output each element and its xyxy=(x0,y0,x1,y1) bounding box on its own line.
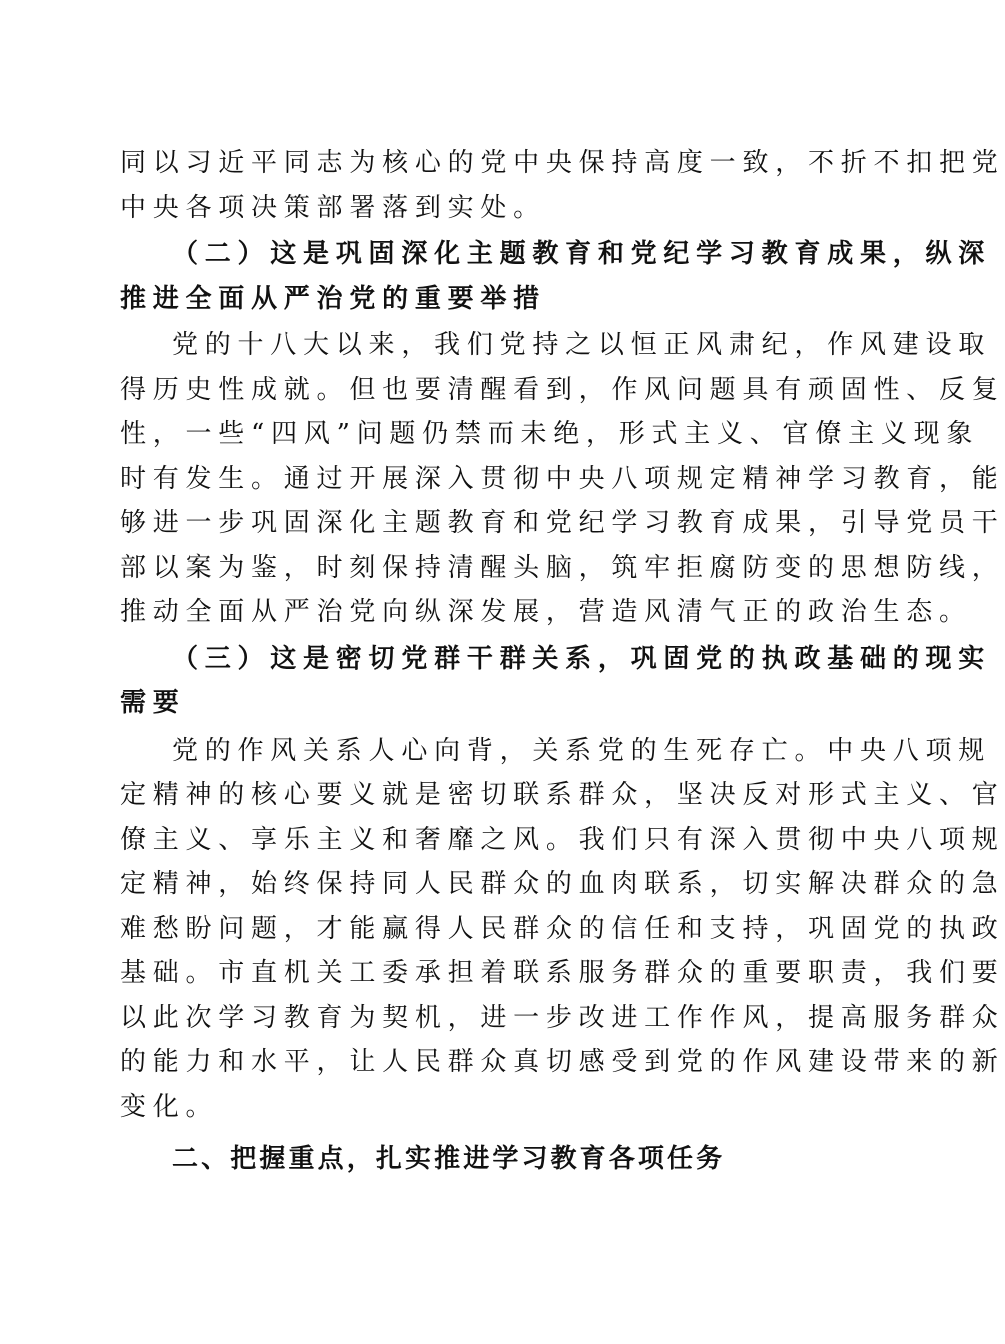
text-line: 同以习近平同志为核心的党中央保持高度一致，不折不扣把党 xyxy=(120,148,1005,178)
text-line: 够进一步巩固深化主题教育和党纪学习教育成果，引导党员干 xyxy=(120,508,1005,538)
document-body xyxy=(120,141,1005,1182)
text-line: 时有发生。通过开展深入贯彻中央八项规定精神学习教育，能 xyxy=(120,463,1005,494)
text-line: 推动全面从严治党向纵深发展，营造风清气正的政治生态。 xyxy=(120,597,972,627)
text-line: 部以案为鉴，时刻保持清醒头脑，筑牢拒腐防变的思想防线， xyxy=(120,552,1005,583)
text-line: 变化。 xyxy=(120,1091,219,1122)
text-line: 得历史性成就。但也要清醒看到，作风问题具有顽固性、反复 xyxy=(120,374,1005,405)
text-line: 的能力和水平，让人民群众真切感受到党的作风建设带来的新 xyxy=(120,1047,1005,1077)
paragraph-intro xyxy=(120,141,1005,230)
text-line: 难愁盼问题，才能赢得人民群众的信任和支持，巩固党的执政 xyxy=(120,913,1005,944)
section-heading: 二、把握重点，扎实推进学习教育各项任务 xyxy=(172,1144,726,1174)
text-line: 党的作风关系人心向背，关系党的生死存亡。中央八项规 xyxy=(172,735,992,766)
text-line: 以此次学习教育为契机，进一步改进工作作风，提高服务群众 xyxy=(120,1002,1005,1033)
text-line: 性，一些“四风”问题仍禁而未绝，形式主义、官僚主义现象 xyxy=(120,419,980,449)
text-line: 僚主义、享乐主义和奢靡之风。我们只有深入贯彻中央八项规 xyxy=(120,824,1005,855)
subheading-2 xyxy=(120,232,992,321)
text-line: 党的十八大以来，我们党持之以恒正风肃纪，作风建设取 xyxy=(172,330,992,360)
text-line: 中央各项决策部署落到实处。 xyxy=(120,192,546,223)
subheading-3 xyxy=(120,637,992,726)
paragraph-2 xyxy=(120,323,1005,635)
paragraph-3 xyxy=(120,729,1005,1130)
text-line: 基础。市直机关工委承担着联系服务群众的重要职责，我们要 xyxy=(120,958,1005,988)
text-line: 定精神，始终保持同人民群众的血肉联系，切实解决群众的急 xyxy=(120,869,1005,899)
subheading-line: （二）这是巩固深化主题教育和党纪学习教育成果，纵深 xyxy=(172,239,992,269)
subheading-line: 推进全面从严治党的重要举措 xyxy=(120,283,546,314)
text-line: 定精神的核心要义就是密切联系群众，坚决反对形式主义、官 xyxy=(120,780,1005,810)
subheading-line: 需要 xyxy=(120,688,186,718)
subheading-line: （三）这是密切党群干群关系，巩固党的执政基础的现实 xyxy=(172,643,992,674)
